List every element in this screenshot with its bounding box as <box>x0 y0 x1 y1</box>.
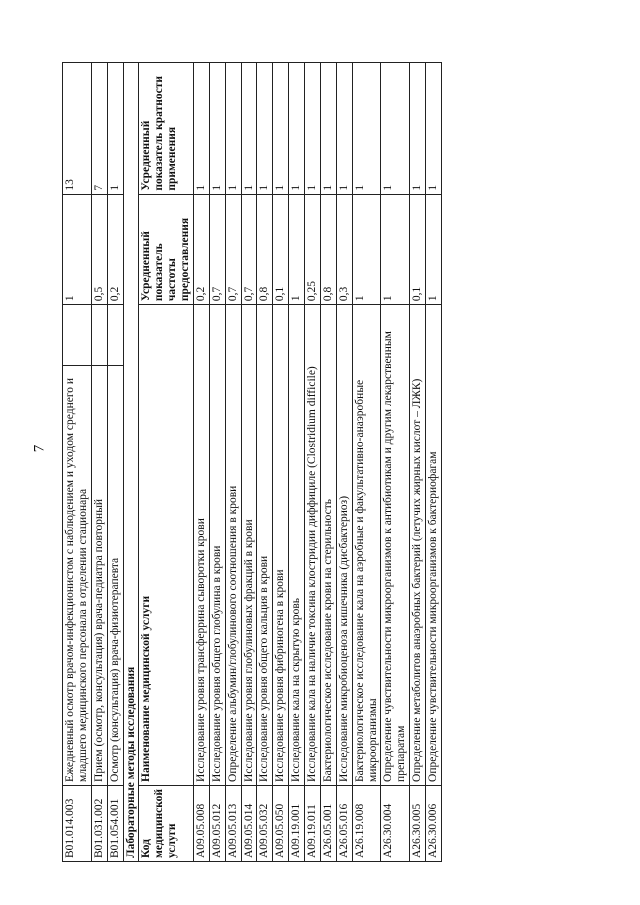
header-multiplicity: Усредненный показатель кратности применения <box>139 63 194 195</box>
service-name: Бактериологическое исследование кала на аэробные и факультативно-анаэробные микроорганизмы <box>352 305 381 786</box>
page-number: 7 <box>31 444 48 453</box>
table-row <box>257 63 273 862</box>
table-row <box>305 63 321 862</box>
service-name: Ежедневный осмотр врачом-инфекционистом с наблюдением и уходом среднего и младшего медицинского персонала в отделении стационара <box>63 365 92 785</box>
frequency-value: 0,2 <box>193 194 209 305</box>
service-code: A09.05.050 <box>273 785 289 861</box>
table-row <box>352 63 381 862</box>
service-code: A09.19.001 <box>289 785 305 861</box>
table-row <box>381 63 410 862</box>
table-row <box>107 63 123 862</box>
service-code: A26.05.016 <box>336 785 352 861</box>
frequency-value: 0,8 <box>320 194 336 305</box>
service-name: Исследование уровня общего кальция в крови <box>257 305 273 786</box>
frequency-value: 0,5 <box>91 194 107 305</box>
service-code: A09.19.011 <box>305 785 321 861</box>
service-code: A26.19.008 <box>352 785 381 861</box>
multiplicity-value: 1 <box>273 63 289 195</box>
service-code: A26.05.001 <box>320 785 336 861</box>
frequency-value: 0,3 <box>336 194 352 305</box>
header-frequency: Усредненный показатель частоты предоставления <box>139 194 194 305</box>
service-code: A26.30.004 <box>381 785 410 861</box>
multiplicity-value: 1 <box>257 63 273 195</box>
service-name: Исследование микробиоценоза кишечника (дисбактериоз) <box>336 305 352 786</box>
multiplicity-value: 1 <box>193 63 209 195</box>
frequency-value: 1 <box>63 194 92 305</box>
service-name: Бактериологическое исследование крови на стерильность <box>320 305 336 786</box>
table-row <box>336 63 352 862</box>
frequency-value: 0,25 <box>305 194 321 305</box>
table-row <box>289 63 305 862</box>
service-code: A26.30.006 <box>426 785 442 861</box>
frequency-value: 1 <box>381 194 410 305</box>
service-name: Исследование уровня трансферрина сыворотки крови <box>193 305 209 786</box>
table-row <box>320 63 336 862</box>
frequency-value: 0,7 <box>209 194 225 305</box>
multiplicity-value: 1 <box>305 63 321 195</box>
frequency-value: 1 <box>426 194 442 305</box>
multiplicity-value: 1 <box>426 63 442 195</box>
multiplicity-value: 1 <box>352 63 381 195</box>
service-name: Исследование уровня общего глобулина в крови <box>209 305 225 786</box>
table-row <box>426 63 442 862</box>
service-code: B01.054.001 <box>107 785 123 861</box>
header-name: Наименование медицинской услуги <box>139 305 194 786</box>
service-name: Исследование уровня фибриногена в крови <box>273 305 289 786</box>
service-code: A09.05.032 <box>257 785 273 861</box>
multiplicity-value: 1 <box>225 63 241 195</box>
frequency-value: 1 <box>289 194 305 305</box>
service-name: Осмотр (консультация) врача-физиотерапевта <box>107 365 123 785</box>
rotated-page <box>62 62 640 862</box>
table-row <box>273 63 289 862</box>
service-name: Определение альбумин/глобулинового соотношения в крови <box>225 305 241 786</box>
section-title: Лабораторные методы исследования <box>123 63 139 862</box>
frequency-value: 1 <box>352 194 381 305</box>
service-name: Прием (осмотр, консультация) врача-педиатра повторный <box>91 365 107 785</box>
multiplicity-value: 1 <box>241 63 257 195</box>
services-table <box>62 62 442 862</box>
multiplicity-value: 1 <box>336 63 352 195</box>
service-code: B01.031.002 <box>91 785 107 861</box>
frequency-value: 0,7 <box>225 194 241 305</box>
service-name: Исследование кала на наличие токсина клостридии диффициле (Clostridium difficile) <box>305 305 321 786</box>
empty-cell <box>107 305 123 366</box>
multiplicity-value: 1 <box>320 63 336 195</box>
table-row <box>63 63 92 862</box>
table-row <box>225 63 241 862</box>
service-code: B01.014.003 <box>63 785 92 861</box>
table-row <box>209 63 225 862</box>
table-row <box>410 63 426 862</box>
service-name: Исследование уровня глобулиновых фракций в крови <box>241 305 257 786</box>
frequency-value: 0,1 <box>410 194 426 305</box>
service-name: Определение чувствительности микроорганизмов к бактериофагам <box>426 305 442 786</box>
multiplicity-value: 1 <box>381 63 410 195</box>
service-code: A09.05.008 <box>193 785 209 861</box>
service-code: A09.05.012 <box>209 785 225 861</box>
multiplicity-value: 1 <box>209 63 225 195</box>
header-code: Код медицинской услуги <box>139 785 194 861</box>
multiplicity-value: 1 <box>410 63 426 195</box>
frequency-value: 0,2 <box>107 194 123 305</box>
table-row <box>241 63 257 862</box>
table-row <box>91 63 107 862</box>
multiplicity-value: 1 <box>107 63 123 195</box>
empty-cell <box>91 305 107 366</box>
frequency-value: 0,1 <box>273 194 289 305</box>
service-code: A26.30.005 <box>410 785 426 861</box>
frequency-value: 0,8 <box>257 194 273 305</box>
multiplicity-value: 13 <box>63 63 92 195</box>
service-code: A09.05.014 <box>241 785 257 861</box>
empty-cell <box>63 305 92 366</box>
section-row <box>123 63 139 862</box>
service-code: A09.05.013 <box>225 785 241 861</box>
service-name: Исследование кала на скрытую кровь <box>289 305 305 786</box>
multiplicity-value: 1 <box>289 63 305 195</box>
multiplicity-value: 7 <box>91 63 107 195</box>
table-row <box>193 63 209 862</box>
service-name: Определение чувствительности микроорганизмов к антибиотикам и другим лекарственным препаратам <box>381 305 410 786</box>
frequency-value: 0,7 <box>241 194 257 305</box>
header-row <box>139 63 194 862</box>
service-name: Определение метаболитов анаэробных бактерий (летучих жирных кислот – ЛЖК) <box>410 305 426 786</box>
